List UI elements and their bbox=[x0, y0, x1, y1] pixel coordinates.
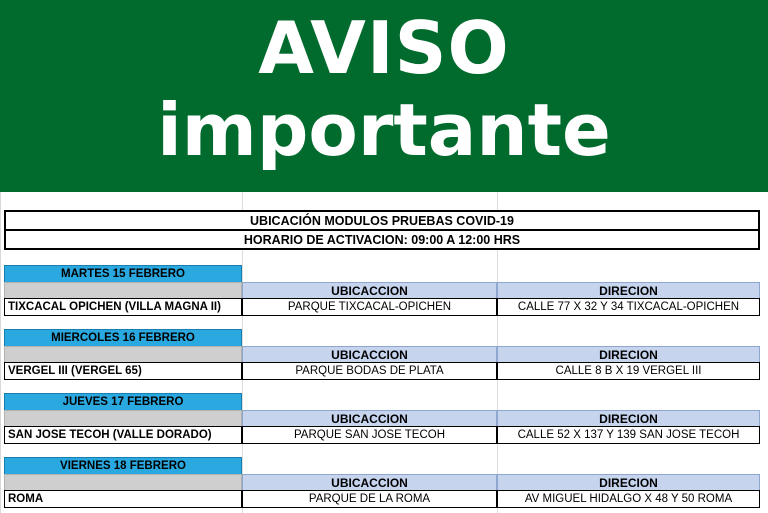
banner-title: AVISO bbox=[258, 6, 510, 90]
header-blank-cell bbox=[4, 346, 242, 363]
address-cell: AV MIGUEL HIDALGO X 48 Y 50 ROMA bbox=[497, 490, 760, 508]
sheet-title: UBICACIÓN MODULOS PRUEBAS COVID-19 bbox=[4, 210, 760, 231]
address-header: DIRECION bbox=[497, 474, 760, 491]
address-cell: CALLE 77 X 32 Y 34 TIXCACAL-OPICHEN bbox=[497, 298, 760, 316]
sheet-schedule: HORARIO DE ACTIVACION: 09:00 A 12:00 HRS bbox=[4, 229, 760, 250]
location-header: UBICACCION bbox=[242, 410, 497, 427]
address-header: DIRECION bbox=[497, 282, 760, 299]
day-label: MARTES 15 FEBRERO bbox=[4, 265, 242, 283]
banner-subtitle: importante bbox=[157, 88, 611, 172]
location-header: UBICACCION bbox=[242, 474, 497, 491]
location-cell: PARQUE DE LA ROMA bbox=[242, 490, 497, 508]
address-header: DIRECION bbox=[497, 410, 760, 427]
notice-banner bbox=[0, 0, 768, 192]
header-blank-cell bbox=[4, 410, 242, 427]
day-label: JUEVES 17 FEBRERO bbox=[4, 393, 242, 411]
header-blank-cell bbox=[4, 282, 242, 299]
location-cell: PARQUE SAN JOSE TECOH bbox=[242, 426, 497, 444]
colonia-cell: ROMA bbox=[4, 490, 242, 508]
colonia-cell: TIXCACAL OPICHEN (VILLA MAGNA II) bbox=[4, 298, 242, 316]
header-blank-cell bbox=[4, 474, 242, 491]
location-cell: PARQUE TIXCACAL-OPICHEN bbox=[242, 298, 497, 316]
day-label: MIERCOLES 16 FEBRERO bbox=[4, 329, 242, 347]
address-header: DIRECION bbox=[497, 346, 760, 363]
colonia-cell: SAN JOSE TECOH (VALLE DORADO) bbox=[4, 426, 242, 444]
day-label: VIERNES 18 FEBRERO bbox=[4, 457, 242, 475]
address-cell: CALLE 52 X 137 Y 139 SAN JOSE TECOH bbox=[497, 426, 760, 444]
address-cell: CALLE 8 B X 19 VERGEL III bbox=[497, 362, 760, 380]
colonia-cell: VERGEL III (VERGEL 65) bbox=[4, 362, 242, 380]
location-header: UBICACCION bbox=[242, 282, 497, 299]
location-cell: PARQUE BODAS DE PLATA bbox=[242, 362, 497, 380]
location-header: UBICACCION bbox=[242, 346, 497, 363]
